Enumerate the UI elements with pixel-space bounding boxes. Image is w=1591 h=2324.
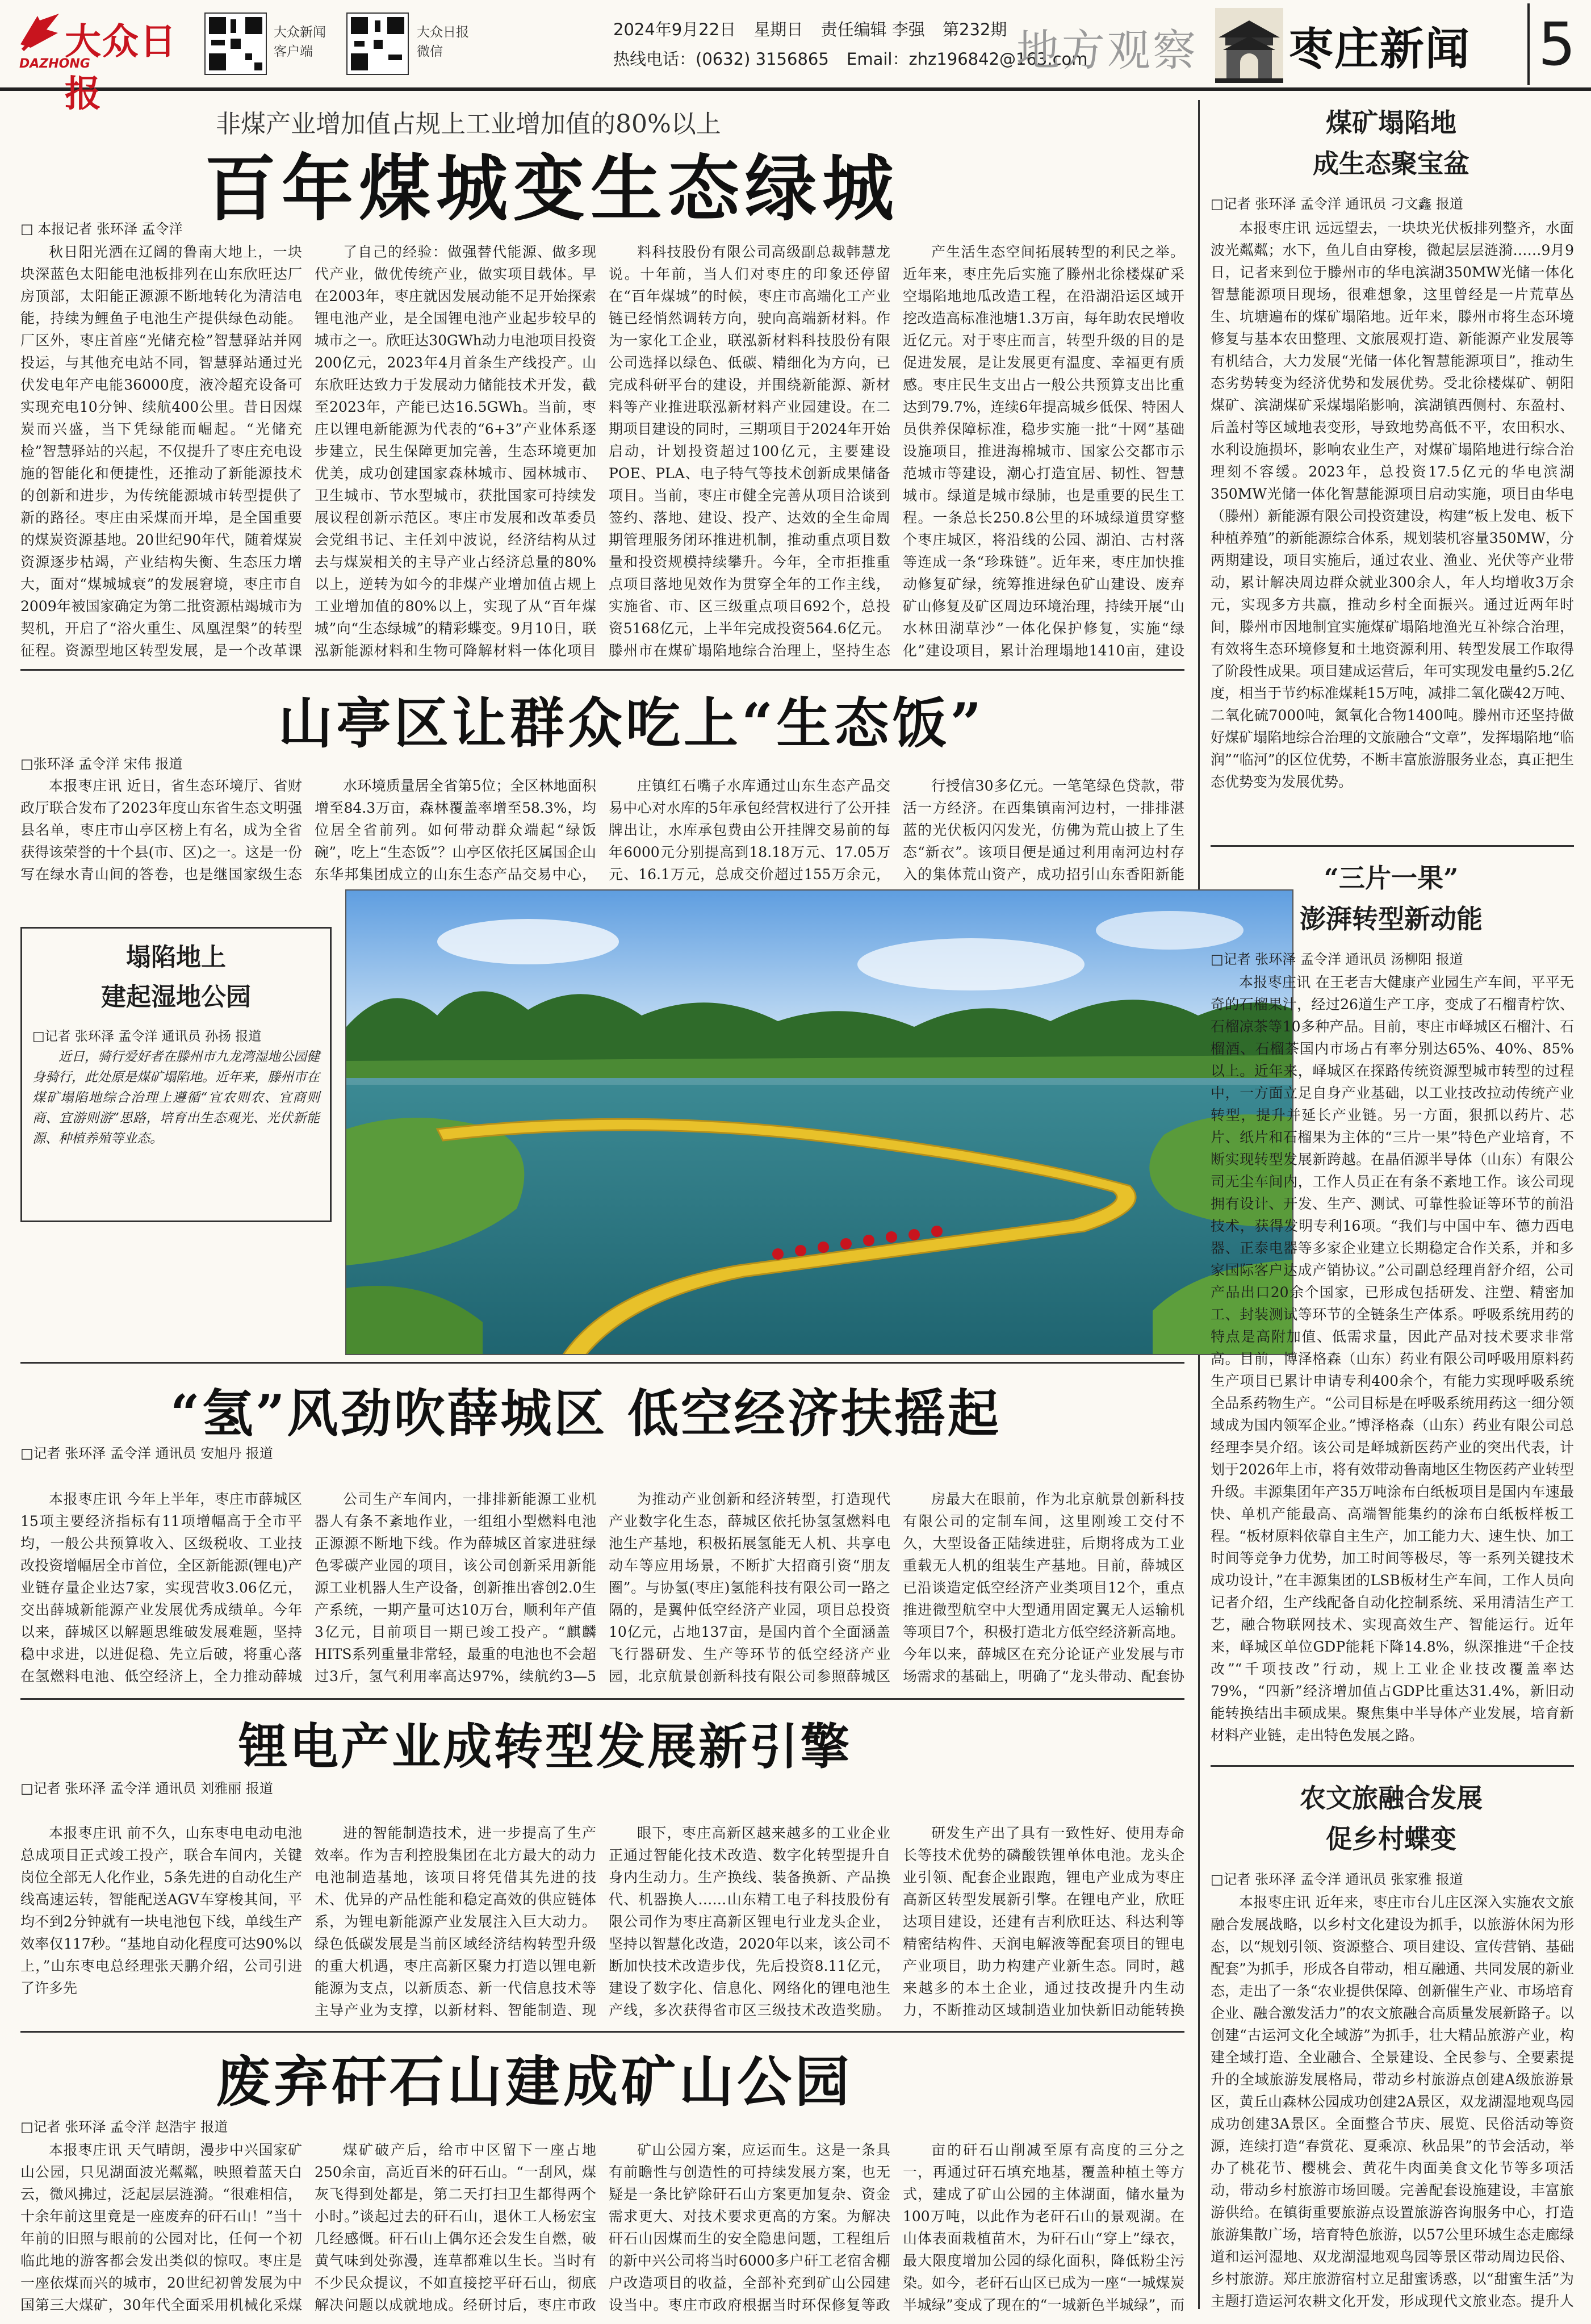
city-gate-icon: [1215, 8, 1283, 83]
issue-info: [613, 17, 1019, 40]
photo-caption-text: 近日，骑行爱好者在滕州市九龙湾湿地公园健身骑行，此处原是煤矿塌陷地。近年来，滕州市在煤矿塌陷地综合治理上遵循“宜农则农、宜商则商、宜游则游”思路，培育出生态观光、光伏新能源、种植养殖等业态。: [32, 1050, 320, 1146]
qr-label-news-app: 大众新闻客户端: [274, 25, 326, 59]
sidebar3-body: 本报枣庄讯 近年来，枣庄市台儿庄区深入实施农文旅融合发展战略，以乡村文化建设为抓手，以旅游休闲为形态，以“规划引领、资源整合、项目建设、宣传营销、基础配套”为抓手，形成各自带动，相互融通、共同发展的新业态，走出了一条“农业提供保障、创新催生产业、市场培育企业、融合激发活力”的农文旅融合高质量发展新路子。以创建“古运河文化全域游”为抓手，壮大精品旅游产业，构建全域打造、全业融合、全景建设、全民参与、全要素提升的全域旅游发展格局，带动乡村旅游点创建A级旅游景区，黄丘山森林公园成功创建2A景区，双龙湖湿地观鸟园成功创建3A景区。全面整合节庆、展览、民俗活动等资源，连续打造“春赏花、夏乘凉、秋品果”的节会活动，举办了桃花节、樱桃会、黄花牛肉面美食文化节等多项活动，带动乡村旅游市场回暖。完善配套设施建设，丰富旅游供给。在镇街重要旅游点设置旅游咨询服务中心，打造旅游集散广场，培育特色旅游，以57公里环城生态走廊绿道和运河湿地、双龙湖湿地观鸟园等景区带动周边民俗、乡村旅游。郑庄旅游宿村立足甜蜜诱惑，以“甜蜜生活”为主题打造运河农耕文化开发，形成现代文旅业态。提升人: [1211, 1894, 1574, 2309]
article3-col-1: 本报枣庄讯 今年上半年，枣庄市薛城区15项主要经济指标有11项增幅高于全市平均，一般公共预算收入、区级税收、工业技改投资增幅居全市首位，全区新能源(锂电)产业链存量企业达7家，实现营收3.06亿元，交出薛城新能源产业发展优秀成绩单。今年以来，薛城区以解题思维破发展难题，坚持稳中求进，以进促稳、先立后破，将重心落在氢燃料电池、低空经济上，全力推动薛城: [20, 1491, 302, 1685]
issue-editor: 责任编辑 李强: [820, 20, 925, 39]
article4-title: 锂电产业成转型发展新引擎: [238, 1718, 852, 1775]
section-name: 枣庄新闻: [1289, 24, 1471, 75]
section-label: 地方观察: [1016, 25, 1198, 76]
article1-body: [20, 241, 1184, 664]
article2-col-2: 水环境质量居全省第5位；全区林地面积增至84.3万亩，森林覆盖率增至58.3%，均位居全省前列。如何带动群众端起“绿饭碗”，吃上“生态饭”？山亭区依托区属国企山东华邦集团成立的山东生态产品交易中心，: [315, 778, 596, 883]
article1-col-1: 秋日阳光洒在辽阔的鲁南大地上，一块块深蓝色太阳能电池板排列在山东欣旺达厂房顶部，太阳能正源源不断地转化为清洁电能，持续为鲤鱼子电池生产提供绿色动能。厂区外，枣庄首座“光储充检”智慧驿站并网投运，与其他充电站不同，智慧驿站通过光伏发电年产电能36000度，液冷超充设备可实现充电10分钟、续航400公里。昔日因煤炭而兴盛，当下凭绿能而崛起。“光储充检”智慧驿站的兴起，不仅提升了枣庄充电设施的智能化和便捷性，还推动了新能源技术的创新和进步，为传统能源城市转型提供了新的路径。枣庄由采煤而开埠，是全国重要的煤炭资源基地。20世纪90年代，随着煤炭资源逐步枯竭，产业结构失衡、生态压力增大，面对“煤城城衰”的发展窘境，枣庄市自2009年被国家确定为第二批资源枯竭城市为契机，开启了“浴火重生、凤凰涅槃”的转型征程。资源型地区转型发展，是一个改革课: [20, 244, 302, 659]
article3-body: [20, 1488, 1184, 1690]
sidebar-divider-1: [1211, 845, 1574, 847]
page-number: 5: [1527, 3, 1584, 85]
sidebar-divider-2: [1211, 1765, 1574, 1767]
article4-col-3: 眼下，枣庄高新区越来越多的工业企业正通过智能化技术改造、数字化转型提升自身内生动力。生产换线、装备换新、产品换代、机器换人……山东精工电子科技股份有限公司作为枣庄高新区锂电行业龙头企业，坚持以智慧化改造，2020年以来，该公司不断加快技术改造步伐，先后投资8.11亿元，建设了数字化、信息化、网络化的锂电池生产线，多次获得省市区三级技术改造奖励。: [609, 1825, 890, 2018]
hotline: 热线电话：(0632) 3156865: [613, 49, 829, 69]
article5-col-1: 本报枣庄讯 天气晴朗，漫步中兴国家矿山公园，只见湖面波光粼粼，映照着蓝天白云，微风拂过，泛起层层涟漪。“很难相信，十余年前这里竟是一座废弃的矸石山！”当十年前的旧照与眼前的公园对比，任何一个初临此地的游客都会发出类似的惊叹。枣庄是一座依煤而兴的城市，20世纪初曾发展为中国第三大煤矿，30年代全面采用机械化采煤: [20, 2142, 302, 2313]
article4-col-4: 研发生产出了具有一致性好、使用寿命长等技术优势的磷酸铁锂单体电池。龙头企业引领、配套企业跟跑，锂电产业成为枣庄高新区转型发展新引擎。在锂电产业，欣旺达项目建设，还建有吉利欣旺达、科达利等精密结构件、天润电解液等配套项目的锂电产业项目，助力构建产业新生态。同时，越来越多的本土企业，通过技改提升内生动力，不断推动区域制造业加快新旧动能转换: [903, 1825, 1184, 2018]
flag-logo-icon: [17, 10, 62, 56]
article5-col-2: 煤矿破产后，给市中区留下一座占地250余亩，高近百米的矸石山。“一刮风，煤灰飞得到处都是，第二天打扫卫生都得两个小时。”谈起过去的矸石山，退休工人杨宏宝几经感慨。矸石山上偶尔还会发生自燃，破黄气味到处弥漫，连草都难以生长。当时有不少民众提议，不如直接挖平矸石山，彻底解决问题以成就地成。经研讨后，枣庄市政: [315, 2142, 596, 2313]
article1-col-2: 了自己的经验：做强替代能源、做多现代产业，做优传统产业，做实项目载体。早在2003年，枣庄就因发展动能不足开始探索锂电池产业，是全国锂电池产业起步较早的城市之一。欣旺达30GWh动力电池项目投资200亿元，2023年4月首条生产线投产。山东欣旺达致力于发展动力储能技术开发，截至2023年，产能已达16.5GWh。当前，枣庄以锂电新能源为代表的“6+3”产业体系逐步建立，民生保障更加完善，生态环境更加优美，成功创建国家森林城市、园林城市、卫生城市、节水型城市，获批国家可持续发展议程创新示范区。枣庄市发展和改革委员会党组书记、主任刘中波说，经济结构从过去与煤炭相关的主导产业占经济总量的80%以上，逆转为如今的非煤产业增加值占规上工业增加值的80%以上，实现了从“百年煤城”向“生态绿城”的精彩蝶变。9月10日，联泓新能源材料和生物可降解材料一体化项目: [315, 244, 596, 659]
sidebar2-title-line2: 澎湃转型新动能: [1300, 904, 1483, 934]
photo-caption-byline: □记者 张环泽 孟令洋 通讯员 孙扬 报道: [32, 1029, 262, 1044]
sidebar2-byline: □记者 张环泽 孟令洋 通讯员 汤柳阳 报道: [1211, 951, 1463, 967]
newspaper-name-en: DAZHONG: [19, 57, 90, 71]
qr-code-news-app[interactable]: [204, 12, 267, 75]
masthead: [0, 0, 1591, 115]
sidebar1-title-line1: 煤矿塌陷地: [1326, 107, 1456, 138]
sidebar1-body: 本报枣庄讯 远远望去，一块块光伏板排列整齐，水面波光粼粼；水下，鱼儿自由穿梭，微起层层涟漪……9月9日，记者来到位于滕州市的华电滨湖350MW光储一体化智慧能源项目现场，很难想象，这里曾经是一片荒草丛生、坑塘遍布的煤矿塌陷地。近年来，滕州市将生态环境修复与基本农田整理、文旅展观打造、新能源产业发展等有机结合，大力发展“光储一体化智慧能源项目”，推动生态劣势转变为经济优势和发展优势。受北徐楼煤矿、朝阳煤矿、滨湖煤矿采煤塌陷影响，滨湖镇西侧村、东盈村、后盖村等区域地表变形，导致地势高低不平，农田积水、水利设施损坏，影响农业生产，对煤矿塌陷地进行综合治理刻不容缓。2023年，总投资17.5亿元的华电滨湖350MW光储一体化智慧能源项目启动实施，项目由华电（滕州）新能源有限公司投资建设，构建“板上发电、板下种植养殖”的新能源综合体系，规划装机容量350MW，分两期建设，项目实施后，通过农业、渔业、光伏等产业带动，累计解决周边群众就业300余人，年人均增收3万余元，实现多方共赢，推动乡村全面振兴。通过近两年时间，滕州市因地制宜实施煤矿塌陷地渔光互补综合治理，有效将生态环境修复和土地资源利用、转型发展工作取得了阶段性成果。项目建成运营后，年可实现发电量约5.2亿度，相当于节约标准煤耗15万吨，减排二氧化碳42万吨、二氧化硫7000吨，氮氧化合物1400吨。滕州市还坚持做好煤矿塌陷地综合治理的文旅融合“文章”，发挥塌陷地“临润”“临河”的区位优势，不断丰富旅游服务业态，真正把生态优势变为发展优势。: [1211, 220, 1574, 790]
article1-col-3: 料科技股份有限公司高级副总裁韩慧龙说。十年前，当人们对枣庄的印象还停留在“百年煤城”的时候，枣庄市高端化工产业链已经悄然调转方向，驶向高端新材料。作为一家化工企业，联泓新材料科技股份有限公司选择以绿色、低碳、精细化为方向，已完成科研平台的建设，并围绕新能源、新材料等产业推进联泓新材料产业园建设。在二期项目建设的同时，三期项目于2024年开始启动，计划投资超过100亿元，主要建设POE、PLA、电子特气等技术创新成果储备项目。当前，枣庄市健全完善从项目洽谈到签约、落地、建设、投产、达效的全生命周期管理服务闭环推进机制，推动重点项目数量和投资规模持续攀升。今年，全市拒推重点项目落地见效作为贯穿全年的工作主线，实施省、市、区三级重点项目692个，总投资5168亿元，上半年完成投资564.6亿元。滕州市在煤矿塌陷地综合治理上，坚持生态: [609, 244, 890, 659]
article2-body: [20, 775, 1184, 886]
newspaper-logo: [17, 10, 193, 115]
article5-title: 废弃矸石山建成矿山公园: [216, 2050, 853, 2114]
article3-col-2: 公司生产车间内，一排排新能源工业机器人有条不紊地作业，一组组小型燃料电池正源源不断地下线。作为薛城区首家进驻绿色零碳产业园的项目，该公司创新采用新能源工业机器人生产设备，创新推出睿创2.0生产系统，一期产量可达10万台，顺利年产值3亿元，目前项目一期已竣工投产。“麒麟HITS系列重量非常轻，最重的电池也不会超过3斤，氢气利用率高达97%，续航约3—5: [315, 1491, 596, 1685]
article1-title: 百年煤城变生态绿城: [204, 147, 899, 231]
article4-top-divider: [20, 1698, 1184, 1700]
article3-top-divider: [20, 1362, 1184, 1364]
article1-byline: □ 本报记者 张环泽 孟令洋: [20, 221, 183, 237]
newspaper-name: 大众日报: [65, 20, 177, 115]
article2-title: 山亭区让群众吃上“生态饭”: [278, 691, 985, 755]
qr-code-wechat[interactable]: [346, 12, 409, 75]
issue-number: 第232期: [943, 20, 1007, 39]
article1-col-4: 产生活生态空间拓展转型的利民之举。近年来，枣庄先后实施了滕州北徐楼煤矿采空塌陷地地瓜改造工程，在沿湖沿运区域开挖改造高标准池塘1.3万亩，每年助农民增收近亿元。对于枣庄而言，转型升级的目的是促进发展，是让发展更有温度、幸福更有质感。枣庄民生支出占一般公共预算支出比重达到79.7%，连续6年提高城乡低保、特困人员供养保障标准，稳步实施一批“十网”基础设施项目，推进海棉城市、国家公交都市示范城市等建设，潮心打造宜居、韧性、智慧城市。绿道是城市绿肺，也是重要的民生工程。一条总长250.8公里的环城绿道贯穿整个枣庄城区，将沿线的公园、湖泊、古村落等连成一条“珍珠链”。近年来，枣庄加快推动修复矿绿，统筹推进绿色矿山建设、废弃矿山修复及矿区周边环境治理，持续开展“山水林田湖草沙”一体化保护修复，实施“绿化”建设项目，累计治理塌地1410亩，建设: [903, 244, 1184, 659]
article5-byline: □记者 张环泽 孟令洋 赵浩宇 报道: [20, 2119, 228, 2135]
article2-top-divider: [20, 669, 1184, 671]
photo-caption-title-line2: 建起湿地公园: [101, 983, 251, 1011]
article3-byline: □记者 张环泽 孟令洋 通讯员 安旭丹 报道: [20, 1445, 273, 1461]
sidebar3-title-line2: 促乡村蝶变: [1326, 1824, 1456, 1854]
wetland-park-illustration: [346, 891, 1293, 1355]
article2-col-4: 行授信30多亿元。一笔笔绿色贷款，带活一方经济。在西集镇南河边村，一排排湛蓝的光伏板闪闪发光，仿佛为荒山披上了生态“新衣”。该项目便是通过利用南河边村存入的集体荒山资产，成功招引山东香阳新能: [903, 778, 1184, 883]
issue-date: 2024年9月22日: [613, 20, 736, 39]
article3-col-4: 房最大在眼前，作为北京航景创新科技有限公司的定制车间，这里刚竣工交付不久，大型设备正陆续进驻，后期将成为工业重载无人机的组装生产基地。目前，薛城区已沿谈造定低空经济产业类项目12个，重点推进微型航空中大型通用固定翼无人运输机等项目7个，积极打造北方低空经济新高地。今年以来，薛城区在充分论证产业发展与市场需求的基础上，明确了“龙头带动、配套协: [903, 1491, 1184, 1685]
issue-weekday: 星期日: [753, 20, 803, 39]
qr-label-wechat: 大众日报微信: [417, 25, 469, 59]
article2-byline: □张环泽 孟令洋 宋伟 报道: [20, 756, 183, 772]
article5-body: [20, 2139, 1184, 2313]
sidebar1-title-line2: 成生态聚宝盆: [1313, 148, 1469, 179]
article3-title: “氢”风劲吹薛城区 低空经济扶摇起: [170, 1383, 1001, 1444]
article3-col-3: 为推动产业创新和经济转型，打造现代产业数字化生态，薛城区依托协氢氢燃料电池生产基地，积极拓展氢能无人机、共享电动车等应用场景，不断扩大招商引资“朋友圈”。与协氢(枣庄)氢能科技有限公司一路之隔的，是翼仲低空经济产业园，项目总投资10亿元，占地137亩，是国内首个全面涵盖飞行器研发、生产等环节的低空经济产业园，北京航景创新科技有限公司参照薛城区: [609, 1491, 890, 1685]
sidebar2-title-line1: “三片一果”: [1324, 863, 1459, 893]
article4-byline: □记者 张环泽 孟令洋 通讯员 刘雅丽 报道: [20, 1780, 273, 1796]
sidebar3-title-line1: 农文旅融合发展: [1300, 1783, 1483, 1813]
sidebar3-byline: □记者 张环泽 孟令洋 通讯员 张家雅 报道: [1211, 1871, 1463, 1887]
article2-col-1: 本报枣庄讯 近日，省生态环境厅、省财政厅联合发布了2023年度山东省生态文明强县名单，枣庄市山亭区榜上有名，成为全省获得该荣誉的十个县(市、区)之一。这是一份写在绿水青山间的答卷，也是继国家级生态: [20, 778, 302, 883]
article1-subtitle: 非煤产业增加值占规上工业增加值的80%以上: [216, 110, 721, 139]
sidebar2-body: 本报枣庄讯 在王老吉大健康产业园生产车间，平平无奇的石榴果汁，经过26道生产工序，变成了石榴青柠饮、石榴凉茶等10多种产品。目前，枣庄市峄城区石榴汁、石榴酒、石榴茶国内市场占有率分别达65%、40%、85%以上。近年来，峄城区在探路传统资源型城市转型的过程中，一方面立足自身产业基础，以工业技改拉动传统产业转型，提升并延长产业链。另一方面，狠抓以药片、芯片、纸片和石榴果为主体的“三片一果”特色产业培育，不断实现转型发展新跨越。在晶佰源半导体（山东）有限公司无尘车间内，工作人员正在有条不紊地工作。该公司现拥有设计、开发、生产、测试、可靠性验证等环节的前沿技术，获得发明专利16项。“我们与中国中车、德力西电器、正泰电器等多家企业建立长期稳定合作关系，并和多家国际客户达成产销协议。”公司副总经理肖舒介绍，公司产品出口20余个国家，已形成包括研发、注塑、精密加工、封装测试等环节的全链条生产体系。呼吸系统用药的特点是高附加值、低需求量，因此产品对技术要求非常高。目前，博泽格森（山东）药业有限公司呼吸用原料药生产项目已累计申请专利400余个，有能力实现呼吸系统全品系药物生产。“公司目标是在呼吸系统用药这一细分领域成为国内领军企业。”博泽格森（山东）药业有限公司总经理李昊介绍。该公司是峄城新医药产业的突出代表，计划于2026年上市，将有效带动鲁南地区生物医药产业转型升级。丰源集团年产35万吨涂布白纸板项目是国内车速最快、单机产能最高、高端智能集约的涂布白纸板样板工程。“板材原料依靠自主生产，加工能力大、速生快、加工时间等竞争力优势，加工时间等极尽，等一系列关键技术成功设计，”在丰源集团的LSB板材生产车间，工作人员向记者介绍，生产线配备自动化控制系统、采用清洁生产工艺，融合物联网技术、实现高效生产、智能运行。近年来，峄城区单位GDP能耗下降14.8%，纵深推进“千企技改”“千项技改”行动，规上工业企业技改覆盖率达79%，“四新”经济增加值占GDP比重达31.4%，新旧动能转换结出丰硕成果。聚焦集中半导体产业发展，培育新材料产业链，走出特色发展之路。: [1211, 974, 1574, 1744]
sidebar1-byline: □记者 张环泽 孟令洋 通讯员 刁文鑫 报道: [1211, 196, 1463, 212]
email: Email：zhz196842@163.com: [847, 49, 1088, 69]
photo-caption-title-line1: 塌陷地上: [126, 943, 226, 972]
article4-body: [20, 1822, 1184, 2024]
article5-col-3: 矿山公园方案，应运而生。这是一条具有前瞻性与创造性的可持续发展方案，也无疑是一条比铲除矸石山方案更加复杂、资金需求更大、对技术要求更高的方案。为解决矸石山因煤而生的安全隐患问题，工程组后的新中兴公司将当时6000多户矸工老宿舍棚户改造项目的收益，全部补充到矿山公园建设当中。枣庄市政府根据当时环保修复等政: [609, 2142, 890, 2313]
article4-col-1: 本报枣庄讯 前不久，山东枣电电动电池总成项目正式竣工投产，联合车间内，关键岗位全部无人化作业，5条先进的自动化生产线高速运转，智能配送AGV车穿梭其间，平均不到2分钟就有一块电池包下线，单线生产效率仅117秒。“基地自动化程度可达90%以上，”山东枣电总经理张天鹏介绍，公司引进了许多先: [20, 1825, 302, 1996]
photo-caption-box: [20, 927, 332, 1222]
article4-col-2: 进的智能制造技术，进一步提高了生产效率。作为吉利控股集团在北方最大的动力电池制造基地，该项目将凭借其先进的技术、优异的产品性能和稳定高效的供应链体系，为锂电新能源产业发展注入巨大动力。绿色低碳发展是当前区域经济结构转型升级的重大机遇，枣庄高新区聚力打造以锂电新能源为支点，以新质态、新一代信息技术等主导产业为支撑，以新材料、智能制造、现: [315, 1825, 596, 2018]
wetland-park-photo: [345, 889, 1293, 1355]
article2-col-3: 庄镇红石嘴子水库通过山东生态产品交易中心对水库的5年承包经营权进行了公开挂牌出让，水库承包费由公开挂牌交易前的每年6000元分别提高到18.18万元、17.05万元、16.1万元，总成交价超过155万余元，: [609, 778, 890, 883]
article5-col-4: 亩的矸石山削减至原有高度的三分之一，再通过矸石填充地基，覆盖种植土等方式，建成了矿山公园的主体湖面，储水量为100万吨，以此作为老矸石山的景观湖。在山体表面栽植苗木，为矸石山“穿上”绿衣，最大限度增加公园的绿化面积，降低粉尘污染。如今，老矸石山区已成为一座“一城煤炭半城绿”变成了现在的“一城新色半城绿”，而: [903, 2142, 1184, 2313]
article5-top-divider: [20, 2031, 1184, 2033]
